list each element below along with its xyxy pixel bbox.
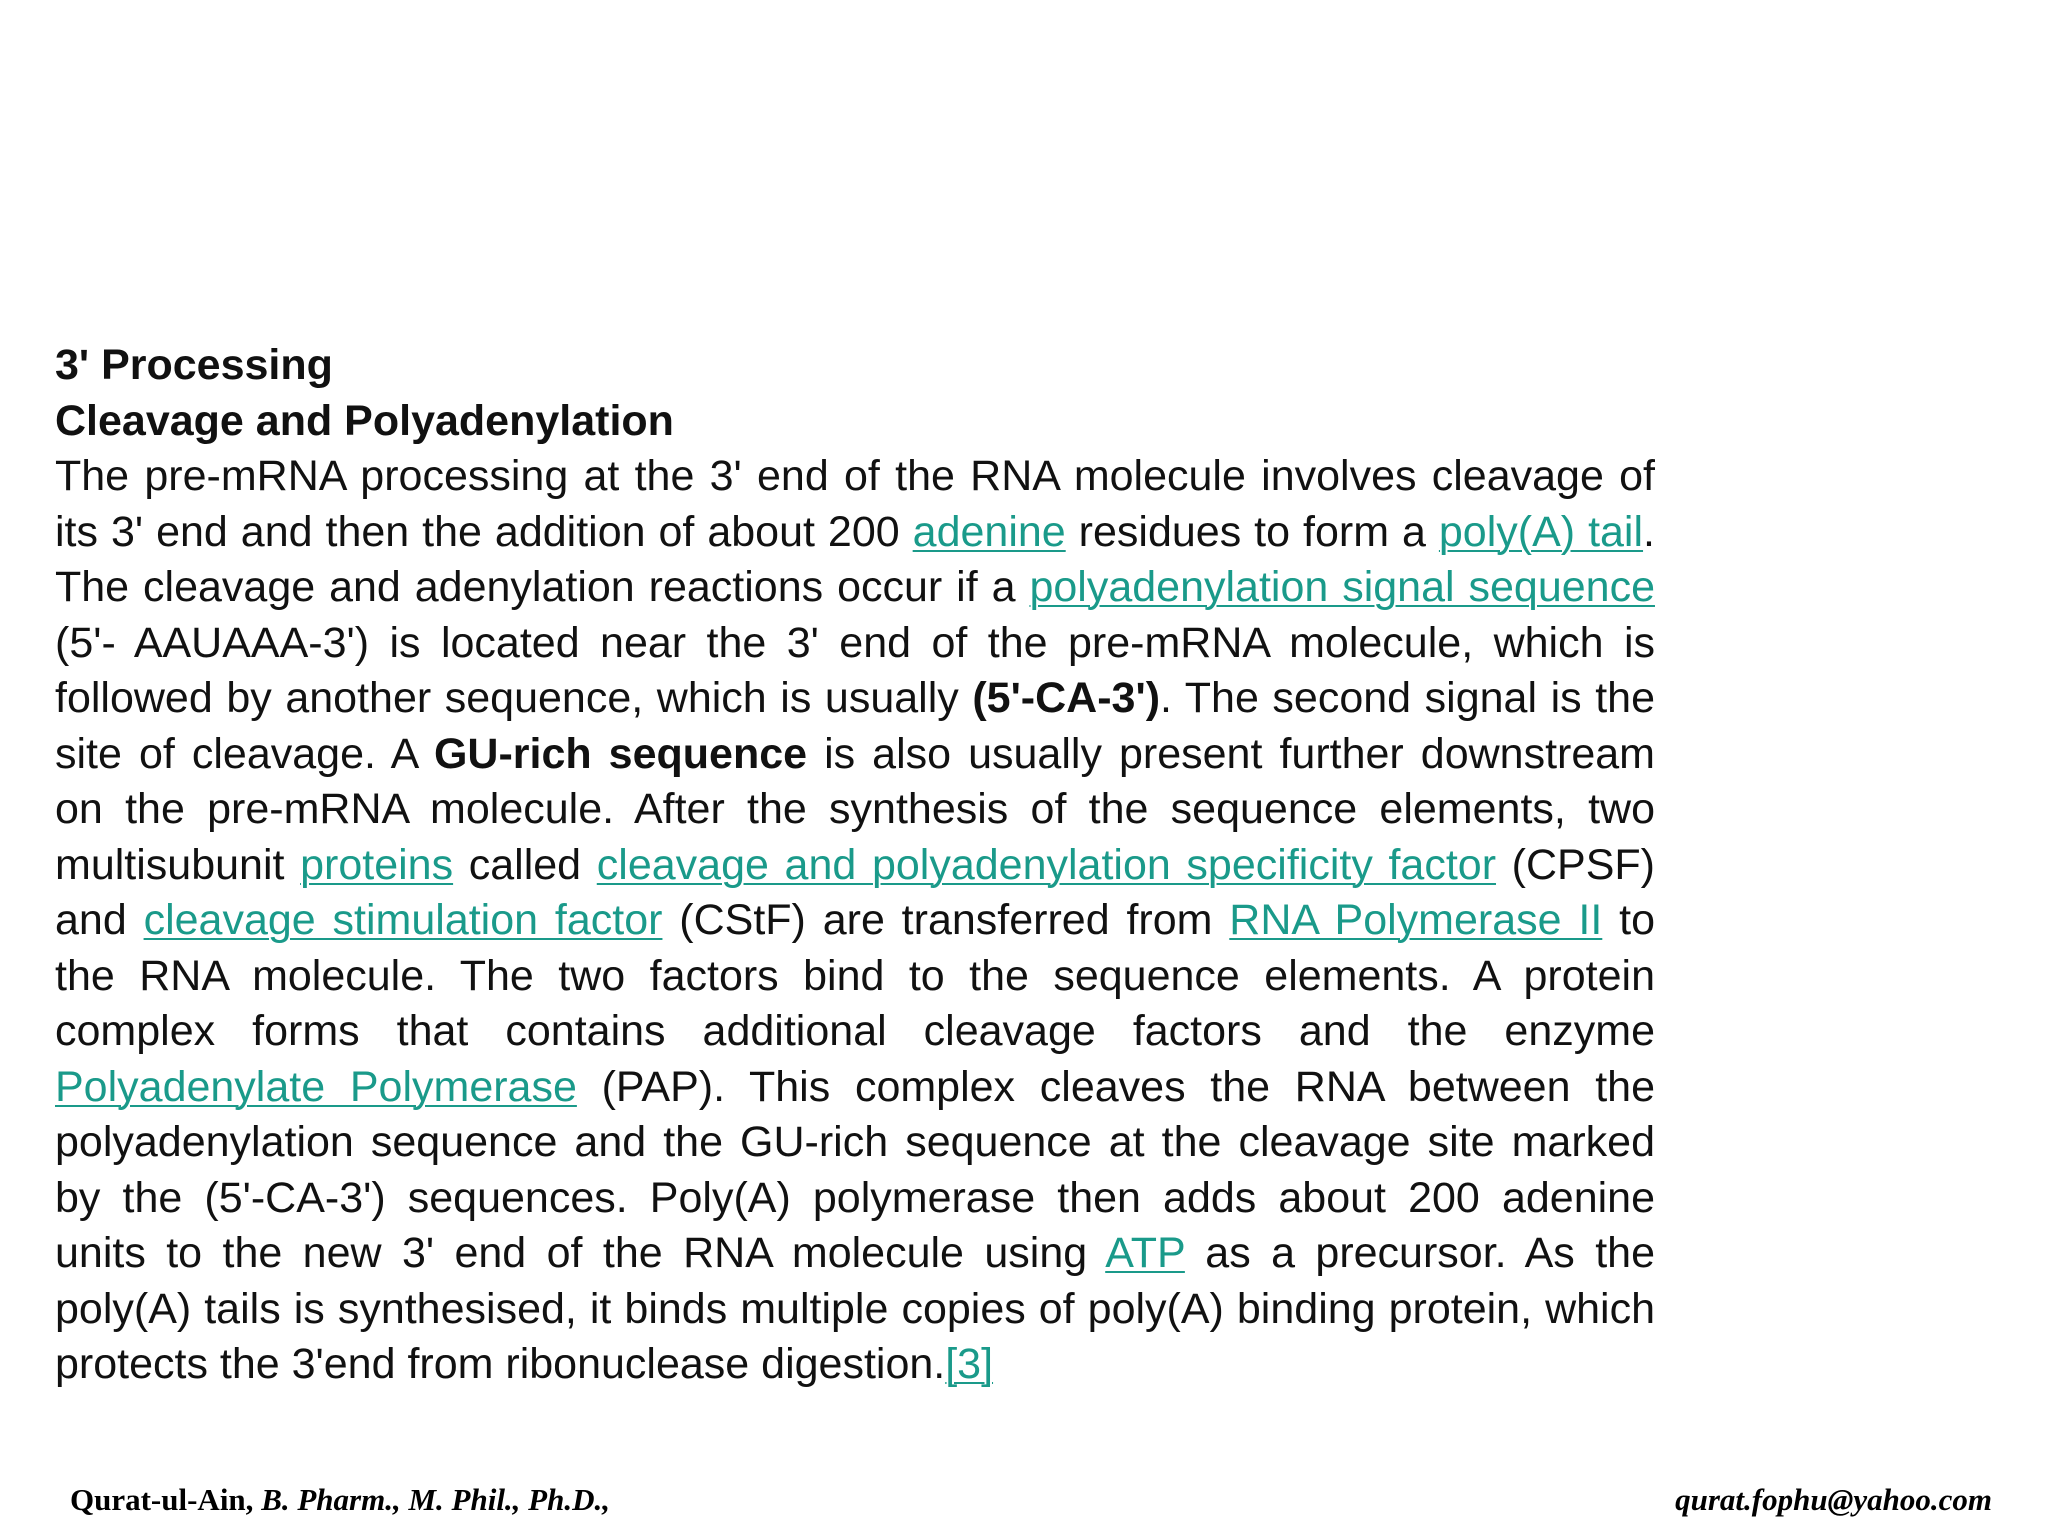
reference-link-3[interactable]: [3] <box>945 1340 994 1388</box>
author-name: Qurat-ul-Ain, <box>70 1482 254 1517</box>
section-heading: 3' Processing <box>55 341 333 389</box>
link-atp[interactable]: ATP <box>1105 1229 1185 1277</box>
body-text-segment: is also usually present further downstream on the pre-mRNA molecule. After the synthesis of the sequence elements, two multisubunit <box>55 729 1655 889</box>
bold-ca-sequence: (5'-CA-3') <box>972 674 1161 722</box>
body-text-segment: (PAP). This complex cleaves the RNA between the polyadenylation sequence and the GU-rich sequence at the cleavage site marked by the (5'-CA-3') sequences. Poly(A) polymerase then adds about 200 adenine units to the new 3' end of the RNA molecule using <box>55 1062 1655 1277</box>
link-polya-tail[interactable]: poly(A) tail <box>1438 507 1644 556</box>
body-text-segment: . The second signal is the site of cleavage. A <box>55 674 1656 778</box>
body-text-segment: residues to form a <box>1065 507 1439 556</box>
link-adenine[interactable]: adenine <box>912 507 1066 556</box>
body-text-segment: to the RNA molecule. The two factors bind to the sequence elements. A protein complex forms that contains additional cleavage factors and the enzyme <box>55 896 1655 1055</box>
link-proteins[interactable]: proteins <box>300 840 454 889</box>
content-block <box>55 338 1655 1393</box>
bold-gu-rich-sequence: GU-rich sequence <box>433 729 808 778</box>
body-text-segment: (CStF) are transferred from <box>662 896 1230 944</box>
link-cstf[interactable]: cleavage stimulation factor <box>143 896 663 944</box>
body-text-segment: (5'- AAUAAA-3') is located near the 3' end of the pre-mRNA molecule, which is followed by another sequence, which is usually <box>55 618 1655 722</box>
body-paragraph <box>55 449 1655 1393</box>
subsection-heading: Cleavage and Polyadenylation <box>55 396 674 445</box>
footer-author <box>70 1482 610 1518</box>
body-text-segment: . The cleavage and adenylation reactions occur if a <box>55 507 1655 611</box>
body-text-segment: as a precursor. As the poly(A) tails is synthesised, it binds multiple copies of poly(A) binding protein, which protects the 3'end from ribonuclease digestion. <box>55 1229 1655 1388</box>
footer-email: qurat.fophu@yahoo.com <box>1675 1482 1992 1517</box>
link-cpsf[interactable]: cleavage and polyadenylation specificity factor <box>596 840 1497 889</box>
body-text-segment: The pre-mRNA processing at the 3' end of the RNA molecule involves cleavage of its 3' end and then the addition of about 200 <box>55 452 1655 556</box>
body-text-segment: (CPSF) and <box>55 840 1655 944</box>
link-rna-polymerase-ii[interactable]: RNA Polymerase II <box>1229 896 1603 944</box>
link-polyadenylation-signal-sequence[interactable]: polyadenylation signal sequence <box>1029 563 1655 611</box>
link-polyadenylate-polymerase[interactable]: Polyadenylate Polymerase <box>55 1062 577 1111</box>
author-credentials: B. Pharm., M. Phil., Ph.D., <box>253 1482 610 1517</box>
body-text-segment: called <box>453 840 597 889</box>
